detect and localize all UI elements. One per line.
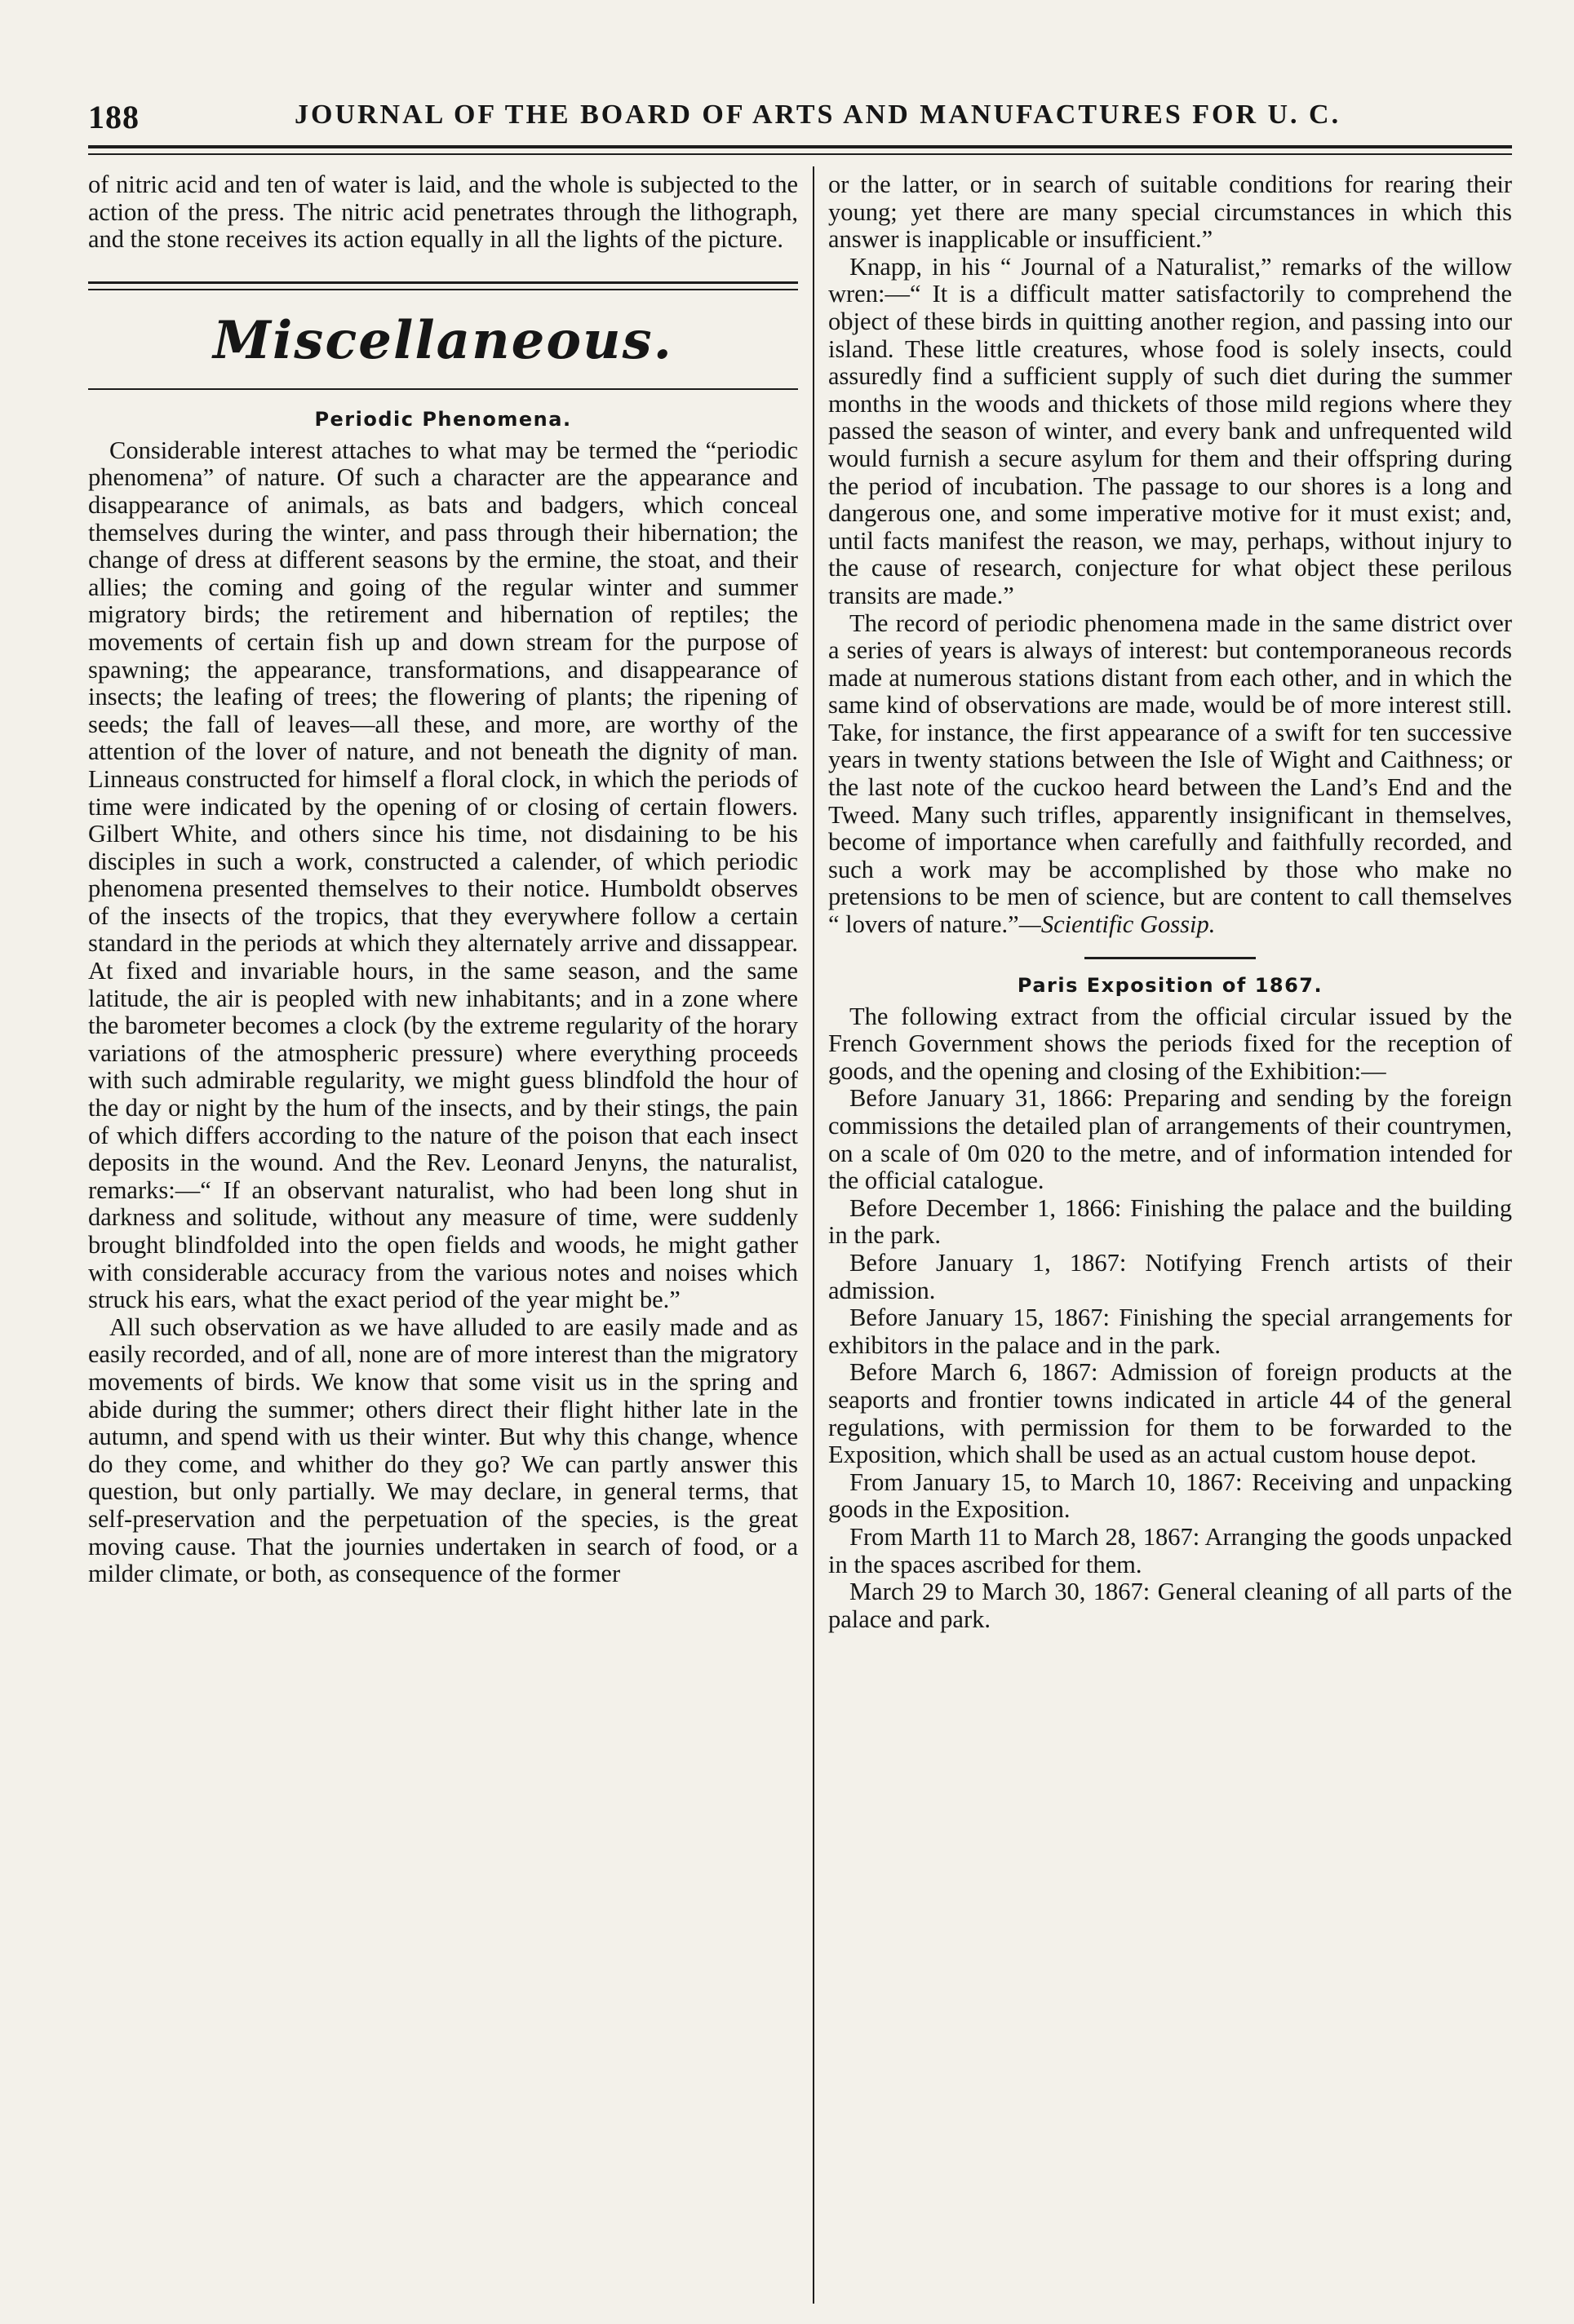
header-rule [88,145,1512,148]
article-paragraph [828,610,1512,939]
paragraph-text: The record of periodic phenomena made in the same district over a series of years is always of interest: but contemporaneous records made at numerous stations distant from each other, and in which the same kind of observations are made, would be of more interest still. Take, for instance, the first appearance of a swift for ten successive years in twenty stations between the Isle of Wight and Caithness; or the last note of the cuckoo heard between the Land’s End and the Tweed. Many such trifles, apparently insignificant in themselves, become of importance when carefully and faithfully recorded, and such a work may be accomplished by those who make no pretensions to be men of science, but are content to call themselves “ lovers of nature.” [828,609,1512,939]
article-paragraph: The following extract from the official circular issued by the French Government shows the periods fixed for the reception of goods, and the opening and closing of the Exhibition:— [828,1002,1512,1085]
article-heading-periodic-phenomena: Periodic Phenomena. [314,407,572,431]
running-title: JOURNAL OF THE BOARD OF ARTS AND MANUFACTURES FOR U. C. [295,100,1341,130]
source-citation: —Scientific Gossip. [1018,910,1216,939]
journal-page [88,91,1512,2278]
schedule-item: Before March 6, 1867: Admission of foreign products at the seaports and frontier towns indicated in article 44 of the general regulations, with permission for them to be forwarded to the Exposition, which shall be used as an actual custom house depot. [828,1358,1512,1469]
schedule-item: From January 15, to March 10, 1867: Receiving and unpacking goods in the Exposition. [828,1467,1512,1524]
page-number: 188 [88,99,140,135]
schedule-item: From Marth 11 to March 28, 1867: Arranging the goods unpacked in the spaces ascribed for them. [828,1522,1512,1578]
article-paragraph: Knapp, in his “ Journal of a Naturalist,” remarks of the willow wren:—“ It is a difficult matter satisfactorily to comprehend the object of these birds in quitting another region, and passing into our island. These little creatures, whose food is solely insects, could assuredly find a sufficient supply of such diet during the summer months in the woods and thickets of those mild regions where they passed the season of winter, and every bank and unfrequented wild would furnish a secure asylum for them and their offspring during the period of incubation. The passage to our shores is a long and dangerous one, and some imperative motive for it must exist; and, until facts manifest the reason, we may, perhaps, without injury to the cause of research, conjecture for what object these perilous transits are made.” [828,252,1512,609]
left-column [88,171,798,1588]
schedule-item: March 29 to March 30, 1867: General cleaning of all parts of the palace and park. [828,1578,1512,1633]
article-paragraph: All such observation as we have alluded to are easily made and as easily recorded, and of all, none are of more interest than the migratory movements of birds. We know that some visit us in the spring and abide during the summer; others direct their flight hither late in the autumn, and spend with us their winter. But why this change, whence do they come, and whither do they go? We can partly answer this question, but only partially. We may declare, in general terms, that self-preservation and the perpetuation of the species, is the great moving cause. That the journies undertaken in search of food, or a milder climate, or both, as consequence of the former [88,1313,798,1588]
article-paragraph: Considerable interest attaches to what may be termed the “periodic phenomena” of nature. Of such a character are the appearance and disappearance of animals, as bats and badgers, which conceal themselves during the winter, and pass through their hibernation; the change of dress at different seasons by the ermine, the stoat, and their allies; the coming and going of the regular winter and summer migratory birds; the retirement and hibernation of reptiles; the movements of certain fish up and down stream for the purpose of spawning; the appearance, transformations, and disappearance of insects; the leafing of trees; the flowering of plants; the ripening of seeds; the fall of leaves—all these, and more, are worthy of the attention of the lover of nature, and not beneath the dignity of man. Linneaus constructed for himself a floral clock, in which the periods of time were indicated by the opening of or closing of certain flowers. Gilbert White, and others since his time, not disdaining to be his disciples in such a work, constructed a calender, of which periodic phenomena presented themselves to their notice. Humboldt observes of the insects of the tropics, that they everywhere follow a certain standard in the periods at which they alternately arrive and dissappear. At fixed and invariable hours, in the same season, and the same latitude, the air is peopled with new inhabitants; and in a zone where the barometer becomes a clock (by the extreme regularity of the horary variations of the atmospheric pressure) where everything proceeds with such admirable regularity, we might guess blindfold the hour of the day or night by the hum of the insects, and by their stings, the pain of which differs according to the nature of the poison that each insect deposits in the wound. And the Rev. Leonard Jenyns, the naturalist, remarks:—“ If an observant naturalist, who had been long shut in darkness and solitude, without any measure of time, were suddenly brought blindfolded into the open fields and woods, he might gather with considerable accuracy from the various notes and noises which struck his ears, what the exact period of the year might be.” [88,436,798,1314]
section-title: Miscellaneous. [213,309,673,371]
right-column [828,171,1512,1633]
section-double-rule [88,281,798,290]
page-header [88,91,1512,152]
schedule-item: Before January 31, 1866: Preparing and sending by the foreign commissions the detailed plan of arrangements of their countrymen, on a scale of 0m 020 to the metre, and of information intended for the official catalogue. [828,1084,1512,1195]
column-divider [813,166,814,2304]
article-paragraph: or the latter, or in search of suitable conditions for rearing their young; yet there are many special circumstances in which this answer is inapplicable or insufficient.” [828,170,1512,254]
header-rule-thin [88,153,1512,155]
article-separator [1084,957,1256,959]
schedule-item: Before January 1, 1867: Notifying French artists of their admission. [828,1248,1512,1304]
article-heading-paris-exposition: Paris Exposition of 1867. [1017,973,1323,997]
section-rule [88,388,798,390]
schedule-item: Before December 1, 1866: Finishing the palace and the building in the park. [828,1193,1512,1250]
schedule-item: Before January 15, 1867: Finishing the special arrangements for exhibitors in the palace and in the park. [828,1304,1512,1359]
lithograph-paragraph-end: of nitric acid and ten of water is laid, and the whole is subjected to the action of the press. The nitric acid penetrates through the lithograph, and the stone receives its action equally in all the lights of the picture. [88,170,798,254]
